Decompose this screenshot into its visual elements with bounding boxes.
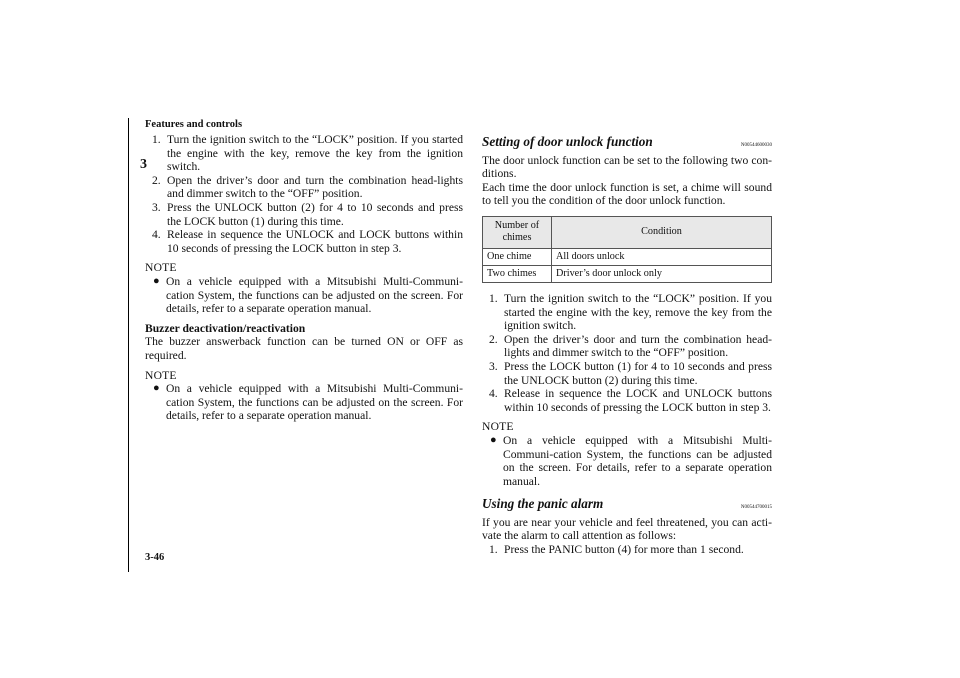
chapter-number: 3 <box>140 157 147 172</box>
note-label: NOTE <box>482 420 514 434</box>
table-header-condition: Condition <box>552 216 772 248</box>
right-column <box>482 135 772 557</box>
note-item: ● On a vehicle equipped with a Mitsubishi Multi-Communi-cation System, the functions can be adjusted on the screen. For details, refer to a separate operation manual. <box>482 434 772 488</box>
list-item: 4. Release in sequence the LOCK and UNLOCK buttons within 10 seconds of pressing the LOCK button in step 3. <box>489 387 772 414</box>
door-unlock-intro-2: Each time the door unlock function is set, a chime will sound to tell you the condition of the door unlock function. <box>482 180 772 208</box>
bullet-icon: ● <box>153 382 160 395</box>
chapter-divider-line <box>128 118 129 572</box>
table-row: One chime All doors unlock <box>483 248 772 265</box>
page-number: 3-46 <box>145 552 165 563</box>
list-item: 2. Open the driver’s door and turn the combination head-lights and dimmer switch to the “OFF” position. <box>489 332 772 360</box>
table-row: Two chimes Driver’s door unlock only <box>483 265 772 282</box>
section-title-door-unlock: Setting of door unlock function N00544600030 <box>482 135 772 153</box>
list-item: 1. Turn the ignition switch to the “LOCK” position. If you started the engine with the key, remove the key from the ignition switch. <box>489 291 772 333</box>
panic-steps <box>482 543 772 557</box>
list-item: 4. Release in sequence the UNLOCK and LOCK buttons within 10 seconds of pressing the LOCK button in step 3. <box>152 228 463 255</box>
note-item: ● On a vehicle equipped with a Mitsubishi Multi-Communi-cation System, the functions can be adjusted on the screen. For details, refer to a separate operation manual. <box>145 382 463 423</box>
door-unlock-intro: The door unlock function can be set to the following two con-ditions. <box>482 153 772 181</box>
panic-intro: If you are near your vehicle and feel threatened, you can acti-vate the alarm to call attention as follows: <box>482 515 772 543</box>
running-header: Features and controls <box>145 119 243 130</box>
list-item: 3. Press the UNLOCK button (2) for 4 to 10 seconds and press the LOCK button (1) during this time. <box>152 200 463 228</box>
reference-code: N00544700015 <box>740 505 772 511</box>
bullet-icon: ● <box>153 274 160 287</box>
list-item: 1. Turn the ignition switch to the “LOCK” position. If you started the engine with the key, remove the key from the ignition switch. <box>152 133 463 174</box>
buzzer-heading: Buzzer deactivation/reactivation <box>145 321 306 335</box>
note-item: ● On a vehicle equipped with a Mitsubishi Multi-Communi-cation System, the functions can be adjusted on the screen. For details, refer to a separate operation manual. <box>145 275 463 316</box>
table-header-chimes: Number of chimes <box>483 216 552 248</box>
bullet-icon: ● <box>490 433 497 446</box>
note-label: NOTE <box>145 368 177 382</box>
list-item: 3. Press the LOCK button (1) for 4 to 10 seconds and press the UNLOCK button (2) during this time. <box>489 359 772 387</box>
reference-code: N00544600030 <box>740 143 772 148</box>
note-label: NOTE <box>145 261 177 275</box>
section-title-panic: Using the panic alarm N00544700015 <box>482 497 772 515</box>
unlock-setting-steps <box>482 292 772 414</box>
chime-condition-table <box>482 216 772 283</box>
list-item: 1. Press the PANIC button (4) for more than 1 second. <box>489 543 744 557</box>
list-item: 2. Open the driver’s door and turn the combination head-lights and dimmer switch to the “OFF” position. <box>152 173 463 201</box>
buzzer-text: The buzzer answerback function can be turned ON or OFF as required. <box>145 335 463 362</box>
left-column <box>145 133 463 423</box>
lock-setting-steps <box>145 133 463 255</box>
